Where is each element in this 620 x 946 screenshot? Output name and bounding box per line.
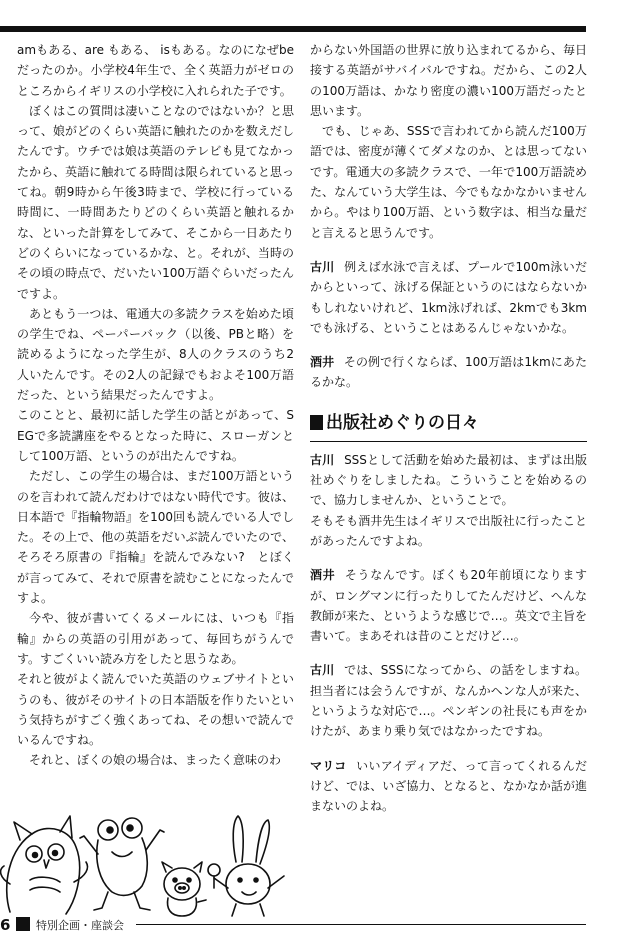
footer-section-label: 特別企画・座談会 [36, 919, 124, 932]
left-paragraph-6: 今や、彼が書いてくるメールには、いつも『指輪』からの英語の引用があって、毎回ちがうんです。すごくいい読み方をしたと思うなあ。 [17, 611, 294, 666]
speaker-text: そうなんです。ぼくも20年前頃になりますが、ロングマンに行ったりしてたんだけど、へんな教師が来た、というような感じで…。英文で主旨を書いて。まあそれは昔のことだけど…。 [310, 568, 587, 644]
speaker-name: 酒井 [310, 355, 335, 370]
speaker-text: SSSとして活動を始めた最初は、まずは出版社めぐりをしましたね。こういうことを始めるので、協力しませんか、ということで。 [310, 452, 587, 508]
right-paragraph-2: でも、じゃあ、SSSで言われてから読んだ100万語では、密度が薄くてダメなのか、とは思ってないです。電通大の多読クラスで、一年で100万語読めた、なんていう大学生は、今でもなかなかいませんから。やはり100万語、という数字は、相当な量だと言えると思うんです。 [310, 124, 587, 240]
speaker-name: 酒井 [310, 568, 336, 583]
dialogue-turn [310, 450, 587, 551]
right-paragraph-1: からない外国語の世界に放り込まれてるから、毎日接する英語がサバイバルですね。だから、この2人の100万語は、かなり密度の濃い100万語だったと思います。 [310, 43, 587, 118]
page-number: 6 [0, 916, 11, 934]
left-paragraph-2: ぼくはこの質問は凄いことなのではないか？と思って、娘がどのくらい英語に触れたのかを数えだしたんです。ウチでは娘は英語のテレビも見てなかったから、英語に触れてる時間は限られていると思ってね。朝9時から午後3時まで、学校に行っている時間に、一時間あたりどのくらい英語と触れるかな、といった計算をしてみて、そこから一日あたりどのくらいになっているかな、と。それが、当時のその頃の時点で、だいたい100万語ぐらいだったんですよ。 [17, 103, 294, 301]
left-column [17, 40, 294, 771]
speaker-text: 例えば水泳で言えば、プールで100m泳いだからといって、泳げる保証というのにはならないかもしれないけれど、1km泳げれば、2kmでも3kmでも泳げる、ということはあるんじゃないかな。 [310, 259, 587, 335]
speaker-text: いいアイディアだ、って言ってくれるんだけど、では、いざ協力、となると、なかなか話が進まないのよね。 [310, 758, 587, 814]
rabbit-mascot [208, 816, 284, 916]
speaker-text: では、SSSになってから、の話をしますね。担当者には会うんですが、なんかヘンな人が来た、というような対応で…。ペンギンの社長にも声をかけたが、あまり乗り気ではなかったですね。 [310, 663, 587, 739]
right-column [310, 40, 587, 817]
speaker-name: 古川 [310, 259, 335, 274]
dialogue-turn [310, 660, 587, 741]
pig-mascot [162, 862, 206, 916]
left-paragraph-3: あともう一つは、電通大の多読クラスを始めた頃の学生でね、ペーパーバック（以後、PBと略）を読めるようになった学生が、8人のクラスのうち2人いたんです。その2人の記録でもおよそ100万語だった、という結果だったんですよ。 [17, 306, 294, 403]
section-heading [310, 411, 587, 442]
left-paragraph-8: それと、ぼくの娘の場合は、まったく意味のわ [29, 753, 282, 768]
speaker-text-continued: そもそも酒井先生はイギリスで出版社に行ったことがあったんですよね。 [310, 513, 587, 548]
left-paragraph-7: それと彼がよく読んでいた英語のウェブサイトというのも、彼がそのサイトの日本語版を作りたいという気持ちがすごく強くあってね、その想いで読んでいるんですね。 [17, 672, 294, 748]
dialogue-turn [310, 352, 587, 393]
section-title: 出版社めぐりの日々 [326, 412, 479, 433]
owl-mascot [1, 816, 88, 914]
heading-square-icon [310, 415, 323, 430]
dialogue-turn [310, 756, 587, 817]
footer-square-icon [16, 917, 30, 931]
dialogue-turn [310, 257, 587, 338]
left-paragraph-4: このことと、最初に話した学生の話とがあって、SEGで多読講座をやるとなった時に、スローガンとして100万語、というのが出たんですね。 [17, 408, 294, 463]
mascot-illustration [0, 792, 300, 920]
speaker-text: その例で行くならば、100万語は1kmにあたるかな。 [310, 355, 587, 390]
footer-rule [136, 924, 586, 925]
speaker-name: 古川 [310, 663, 335, 678]
left-paragraph-1: amもある、are もある、 isもある。なのになぜbeだったのか。小学校4年生で、全く英語力がゼロのところからイギリスの小学校に入れられた子です。 [17, 43, 294, 98]
dialogue-turn [310, 565, 587, 646]
page-footer [0, 912, 586, 940]
frog-mascot [80, 818, 164, 910]
left-paragraph-5: ただし、この学生の場合は、まだ100万語というのを言われて読んだわけではない時代です。彼は、日本語で『指輪物語』を100回も読んでいる人でした。その上で、他の英語をだいぶ読んでいたので、そろそろ原書の『指輪』を読んでみない? とぼくが言ってみて、それで原書を読むことになったんですよ。 [17, 469, 294, 606]
top-rule [0, 26, 586, 32]
speaker-name: マリコ [310, 758, 347, 773]
speaker-name: 古川 [310, 452, 335, 467]
